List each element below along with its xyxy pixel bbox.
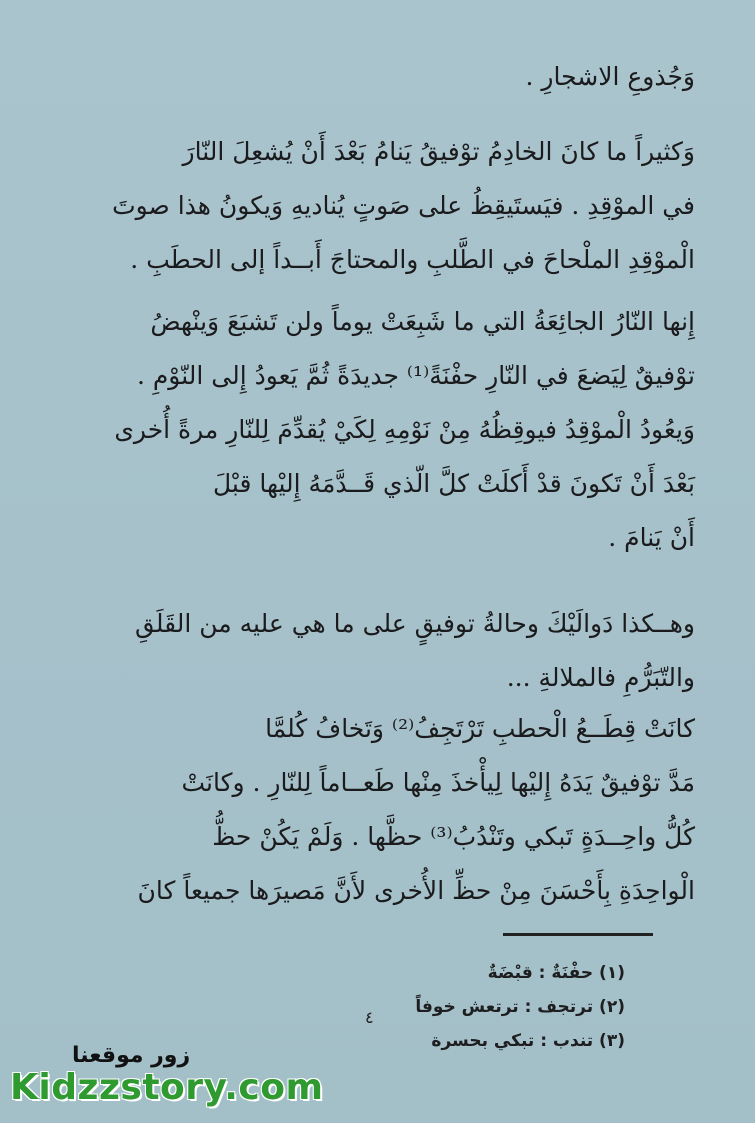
text-line: كانَتْ قِطَــعُ الْحطبِ تَرْتَجِفُ⁽²⁾ وَتَخافُ كُلمَّا <box>265 714 695 743</box>
footnote-1: (١) حفْنَةٌ : قبْضَةٌ <box>487 963 625 983</box>
footnote-2: (٢) ترتجف : ترتعش خوفاً <box>415 997 625 1017</box>
paragraph-4 <box>55 597 695 705</box>
text-line: وهــكذا دَوالَيْكَ وحالةُ توفيقٍ على ما هي عليه من القَلَقِ <box>134 609 695 638</box>
text-line: كُلُّ واحِــدَةٍ تَبكي وتَنْدُبُ⁽³⁾ حظَّها . وَلَمْ يَكُنْ حظُّ <box>212 822 695 851</box>
text-line: والتّبَرُّمِ فالملالةِ ... <box>506 663 695 692</box>
text-line: أَنْ يَنامَ . <box>608 523 695 552</box>
text-line: الْموْقِدِ الملْحاحَ في الطَّلبِ والمحتاجَ أَبــداً إلى الحطَبِ . <box>130 245 695 274</box>
text-line: الْواحِدَةِ بِأَحْسَنَ مِنْ حظِّ الأُخرى لأَنَّ مَصيرَها جميعاً كانَ <box>137 876 695 905</box>
paragraph-3 <box>55 295 695 565</box>
text-line: في الموْقِدِ . فيَستَيقِظُ على صَوتٍ يُناديهِ وَيكونُ هذا صوتَ <box>112 191 695 220</box>
text-line: بَعْدَ أَنْ تَكونَ قدْ أَكلَتْ كلَّ الّذي قَــدَّمَهُ إِليْها قبْلَ <box>212 469 695 498</box>
footnote-3: (٣) تندب : تبكي بحسرة <box>431 1031 625 1051</box>
text-line: مَدَّ توْفيقٌ يَدَهُ إِليْها لِيأْخذَ مِنْها طَعــاماً لِلنّارِ . وكانَتْ <box>181 768 695 797</box>
text-line: وَجُذوعِ الاشجارِ . <box>525 62 695 91</box>
page-number: ٤ <box>365 1008 374 1027</box>
text-line: توْفيقٌ لِيَضعَ في النّارِ حفْنَةً⁽¹⁾ جديدَةً ثُمَّ يَعودُ إِلى النّوْمِ . <box>136 361 695 390</box>
paragraph-5 <box>55 702 695 918</box>
footnotes <box>265 956 625 1058</box>
watermark-visit-text: زور موقعنا <box>72 1043 191 1068</box>
paragraph-2 <box>55 125 695 287</box>
text-line: وَيعُودُ الْموْقِدُ فيوقِظُهُ مِنْ نَوْمِهِ لِكَيْ يُقدِّمَ لِلنّارِ مرةً أُخرى <box>114 415 695 444</box>
watermark-site-logo: Kidzzstory.com <box>10 1067 324 1108</box>
text-line: إِنها النّارُ الجائِعَةُ التي ما شَبِعَتْ يوماً ولن تَشبَعَ وَينْهضُ <box>150 307 695 336</box>
footnote-divider <box>503 933 653 936</box>
paragraph-1 <box>55 50 695 104</box>
text-line: وَكثيراً ما كانَ الخادِمُ توْفيقُ يَنامُ بَعْدَ أَنْ يُشعِلَ النّارَ <box>182 137 695 166</box>
